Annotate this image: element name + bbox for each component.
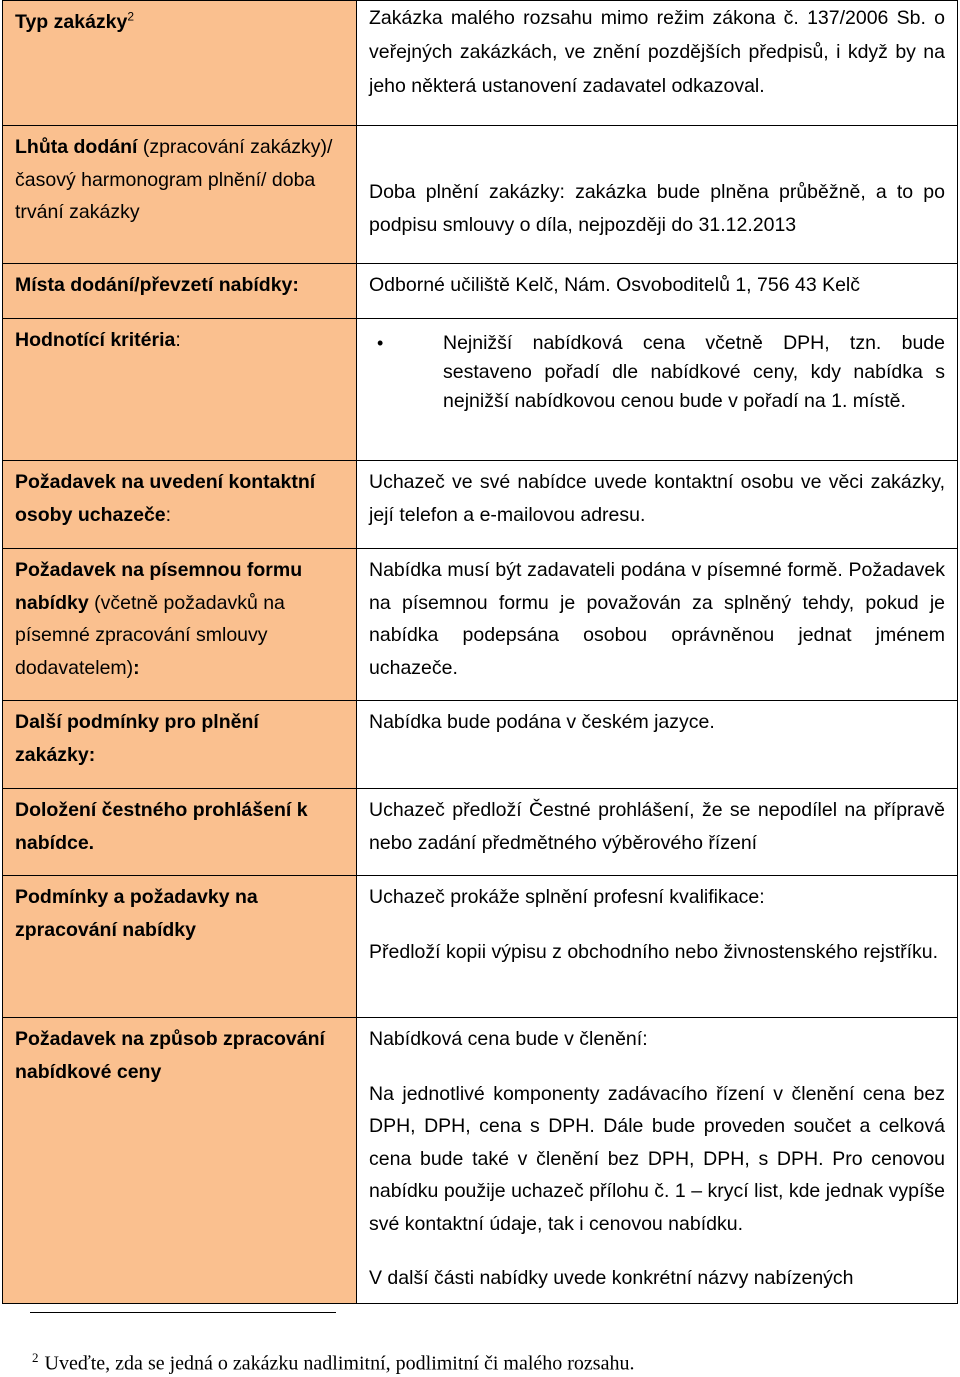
row-label-cell	[3, 876, 357, 1018]
row-label: Požadavek na uvedení kontaktní osoby uchazeče	[15, 471, 316, 526]
footnote-ref: 2	[127, 9, 135, 24]
row-value: Nabídka musí být zadavateli podána v písemné formě. Požadavek na písemnou formu je považován za splněný tehdy, pokud je nabídka podepsána osobou oprávněnou jednat jménem uchazeče.	[369, 559, 945, 679]
row-value-cell	[357, 126, 958, 264]
footnote	[32, 1346, 634, 1376]
row-label: Požadavek na způsob zpracování nabídkové ceny	[15, 1028, 325, 1083]
row-label-cell	[3, 126, 357, 264]
table-row	[3, 701, 958, 789]
row-value-cell	[357, 461, 958, 549]
row-value-cell	[357, 1018, 958, 1304]
row-label-suffix: :	[133, 656, 140, 679]
table-row	[3, 461, 958, 549]
table-row	[3, 1018, 958, 1304]
row-label-cell	[3, 701, 357, 789]
row-value-cell	[357, 789, 958, 876]
table-row	[3, 126, 958, 264]
row-value-detail: Na jednotlivé komponenty zadávacího řízení v členění cena bez DPH, DPH, cena s DPH. Dále bude proveden součet a celková cena bude také v členění bez DPH, DPH, s DPH. Pro cenovou nabídku použije uchazeč přílohu č. 1 – krycí list, kde jednak vypíše své kontaktní údaje, tak i cenovou nabídku.	[369, 1082, 945, 1235]
list-item: • Nejnižší nabídková cena včetně DPH, tzn. bude sestaveno pořadí dle nabídkové ceny, kdy nabídka s nejnižší nabídkovou cenou bude v pořadí na 1. místě.	[443, 329, 945, 416]
row-label: Typ zakázky	[15, 11, 128, 33]
row-label-cell	[3, 549, 357, 701]
row-label-cell	[3, 789, 357, 876]
row-value-cell	[357, 701, 958, 789]
row-label: Lhůta dodání	[15, 136, 138, 158]
row-label: Požadavek na písemnou formu nabídky	[15, 559, 303, 614]
row-label: Podmínky a požadavky na zpracování nabídky	[15, 886, 258, 941]
criteria-list	[369, 329, 945, 416]
table-row	[3, 789, 958, 876]
row-label-note: (zpracování zakázky)/ časový harmonogram plnění/ doba trvání zakázky	[15, 136, 333, 223]
row-label-cell	[3, 1018, 357, 1304]
row-value-continued: V další části nabídky uvede konkrétní názvy nabízených	[369, 1267, 854, 1289]
table-row	[3, 1, 958, 126]
table-row	[3, 549, 958, 701]
tender-info-table	[2, 0, 958, 1304]
row-value: Uchazeč ve své nabídce uvede kontaktní osobu ve věci zakázky, její telefon a e-mailovou adresu.	[369, 471, 945, 526]
row-label-suffix: :	[175, 329, 181, 351]
row-label-note: (včetně požadavků na písemné zpracování smlouvy dodavatelem)	[15, 591, 285, 679]
footnote-number: 2	[32, 1350, 39, 1365]
row-value: Nabídka bude podána v českém jazyce.	[369, 711, 715, 733]
footnote-text: Uveďte, zda se jedná o zakázku nadlimitní, podlimitní či malého rozsahu.	[44, 1352, 635, 1375]
row-label: Doložení čestného prohlášení k nabídce.	[15, 799, 308, 854]
row-label-cell	[3, 264, 357, 319]
row-value-cell	[357, 1, 958, 126]
footnote-separator	[30, 1312, 336, 1313]
table-row	[3, 319, 958, 461]
row-value-detail: Předloží kopii výpisu z obchodního nebo živnostenského rejstříku.	[369, 940, 939, 963]
row-label-suffix: :	[165, 503, 172, 526]
row-value: Uchazeč prokáže splnění profesní kvalifikace:	[369, 886, 765, 908]
row-label-cell	[3, 1, 357, 126]
row-label: Místa dodání/převzetí nabídky:	[15, 274, 299, 296]
row-value: Nabídková cena bude v členění:	[369, 1028, 648, 1050]
row-value: Uchazeč předloží Čestné prohlášení, že se nepodílel na přípravě nebo zadání předmětného výběrového řízení	[369, 799, 945, 854]
row-value-cell	[357, 319, 958, 461]
row-label: Hodnotící kritéria	[15, 329, 176, 351]
table-row	[3, 264, 958, 319]
row-label: Další podmínky pro plnění zakázky:	[15, 711, 259, 766]
row-label-cell	[3, 461, 357, 549]
row-value: Odborné učiliště Kelč, Nám. Osvoboditelů 1, 756 43 Kelč	[369, 274, 861, 296]
row-value: Zakázka malého rozsahu mimo režim zákona č. 137/2006 Sb. o veřejných zakázkách, ve znění pozdějších předpisů, i když by na jeho některá ustanovení zadavatel odkazoval.	[369, 7, 945, 97]
row-value-cell	[357, 549, 958, 701]
row-value-cell	[357, 264, 958, 319]
row-label-cell	[3, 319, 357, 461]
row-value: Doba plnění zakázky: zakázka bude plněna průběžně, a to po podpisu smlouvy o díla, nejpozději do 31.12.2013	[369, 181, 945, 236]
row-value-cell	[357, 876, 958, 1018]
table-row	[3, 876, 958, 1018]
